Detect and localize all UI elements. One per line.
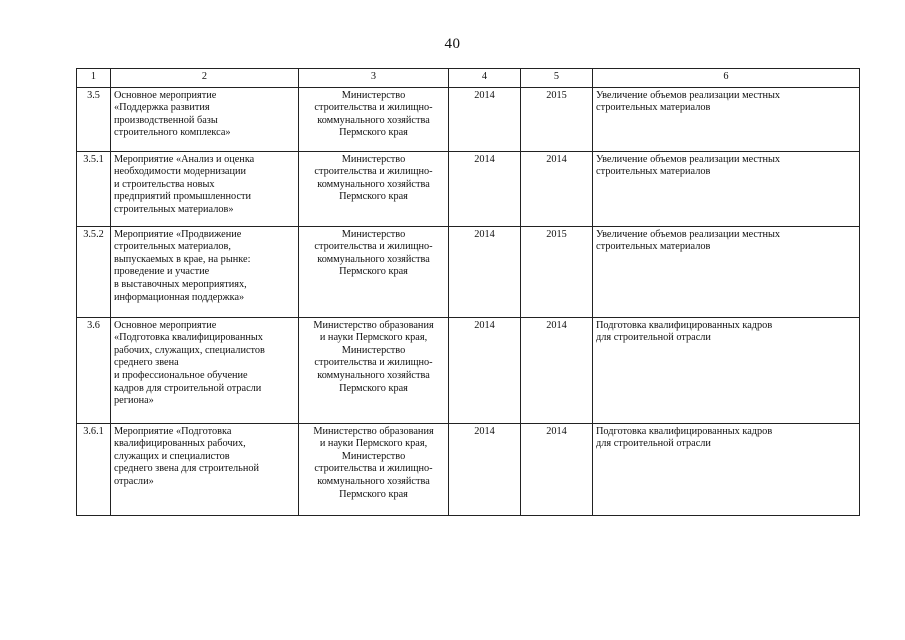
row-number: 3.6.1 [77, 423, 111, 515]
end-year: 2014 [521, 151, 593, 226]
executor: Министерство строительства и жилищно- коммунального хозяйства Пермского края [299, 151, 449, 226]
column-header: 6 [593, 69, 860, 88]
end-year: 2015 [521, 87, 593, 151]
column-header: 3 [299, 69, 449, 88]
start-year: 2014 [449, 87, 521, 151]
column-header: 4 [449, 69, 521, 88]
executor: Министерство строительства и жилищно- коммунального хозяйства Пермского края [299, 226, 449, 317]
table-row [77, 317, 860, 423]
table-row [77, 151, 860, 226]
start-year: 2014 [449, 423, 521, 515]
end-year: 2015 [521, 226, 593, 317]
start-year: 2014 [449, 317, 521, 423]
start-year: 2014 [449, 151, 521, 226]
executor: Министерство образования и науки Пермского края, Министерство строительства и жилищно- коммунального хозяйства Пермского края [299, 423, 449, 515]
row-number: 3.6 [77, 317, 111, 423]
page-number: 40 [444, 36, 461, 52]
expected-result: Увеличение объемов реализации местных строительных материалов [593, 151, 860, 226]
measure-name: Основное мероприятие «Подготовка квалифицированных рабочих, служащих, специалистов среднего звена и профессиональное обучение кадров для строительной отрасли региона» [111, 317, 299, 423]
end-year: 2014 [521, 423, 593, 515]
end-year: 2014 [521, 317, 593, 423]
measure-name: Основное мероприятие «Поддержка развития производственной базы строительного комплекса» [111, 87, 299, 151]
executor: Министерство строительства и жилищно- коммунального хозяйства Пермского края [299, 87, 449, 151]
table-header-row [77, 69, 860, 88]
measure-name: Мероприятие «Продвижение строительных материалов, выпускаемых в крае, на рынке: проведение и участие в выставочных мероприятиях, информационная поддержка» [111, 226, 299, 317]
measures-table [76, 68, 860, 516]
measure-name: Мероприятие «Подготовка квалифицированных рабочих, служащих и специалистов среднего звена для строительной отрасли» [111, 423, 299, 515]
start-year: 2014 [449, 226, 521, 317]
executor: Министерство образования и науки Пермского края, Министерство строительства и жилищно- коммунального хозяйства Пермского края [299, 317, 449, 423]
table-row [77, 423, 860, 515]
row-number: 3.5.2 [77, 226, 111, 317]
row-number: 3.5.1 [77, 151, 111, 226]
expected-result: Подготовка квалифицированных кадров для строительной отрасли [593, 423, 860, 515]
table-row [77, 226, 860, 317]
expected-result: Увеличение объемов реализации местных строительных материалов [593, 87, 860, 151]
column-header: 5 [521, 69, 593, 88]
column-header: 2 [111, 69, 299, 88]
expected-result: Подготовка квалифицированных кадров для строительной отрасли [593, 317, 860, 423]
expected-result: Увеличение объемов реализации местных строительных материалов [593, 226, 860, 317]
row-number: 3.5 [77, 87, 111, 151]
measure-name: Мероприятие «Анализ и оценка необходимости модернизации и строительства новых предприятий промышленности строительных материалов» [111, 151, 299, 226]
column-header: 1 [77, 69, 111, 88]
table-row [77, 87, 860, 151]
